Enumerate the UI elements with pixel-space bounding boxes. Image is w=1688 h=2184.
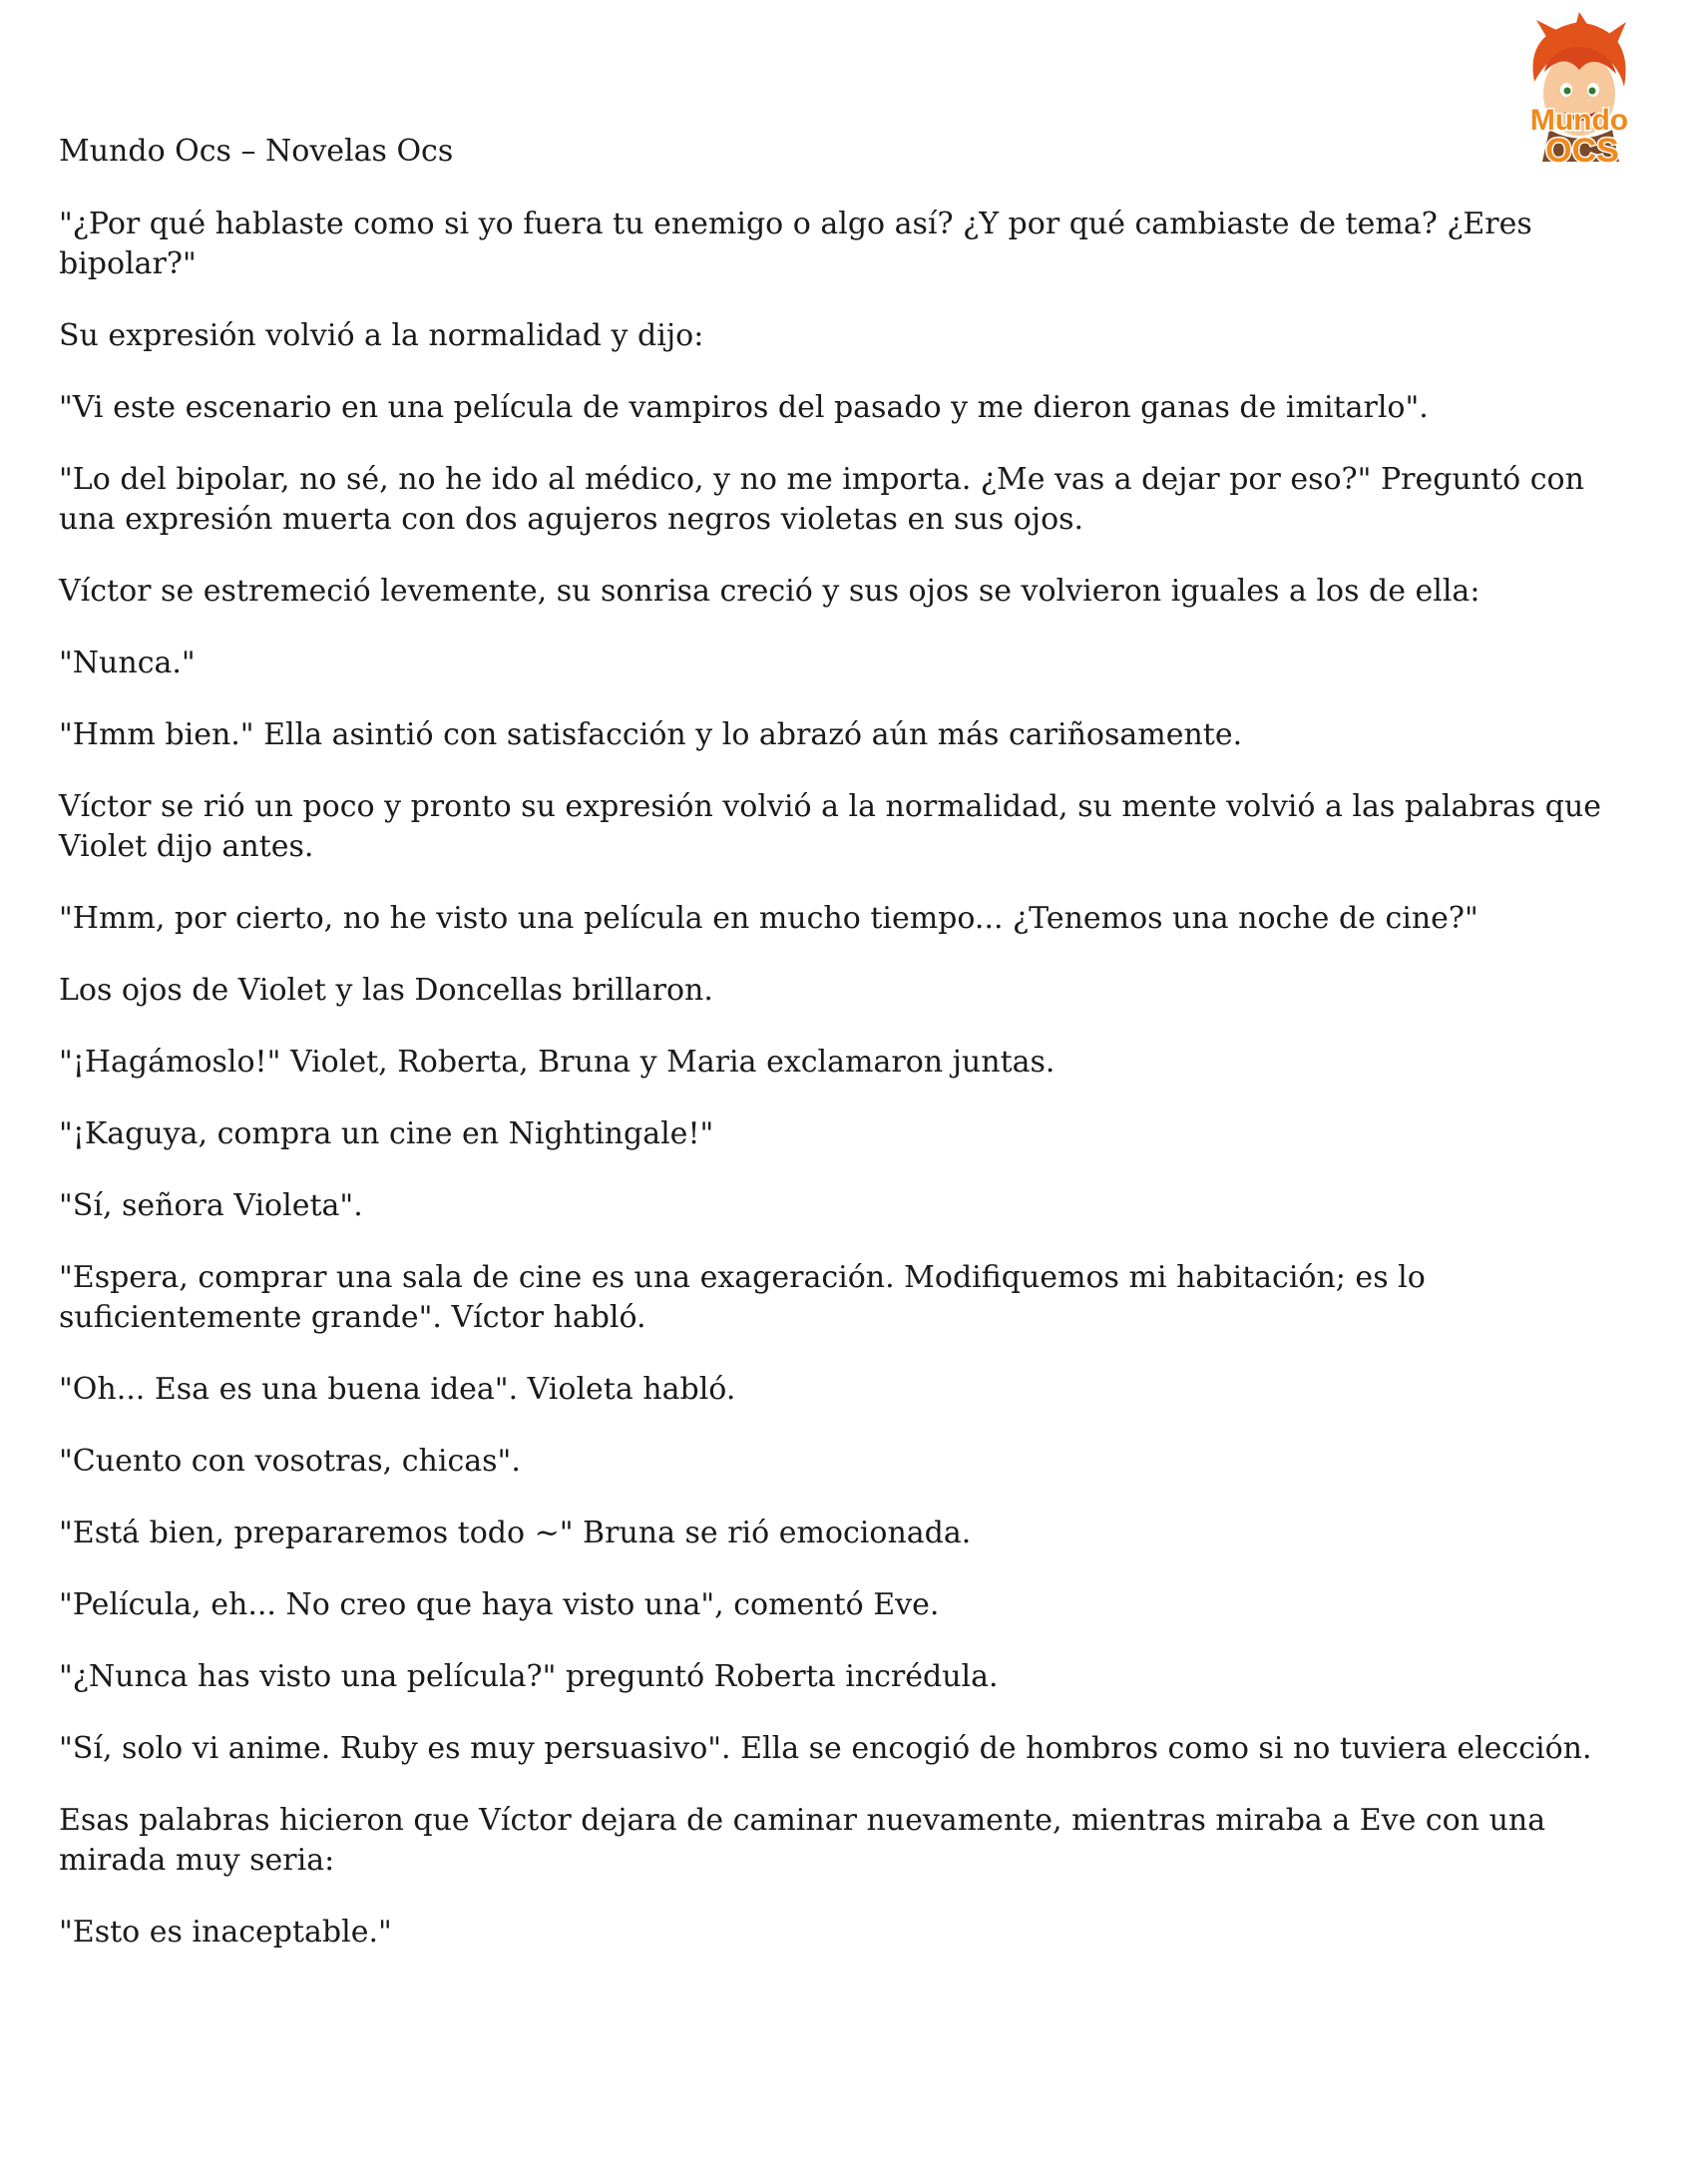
paragraph: "Sí, señora Violeta". xyxy=(59,1188,363,1223)
paragraph: Víctor se rió un poco y pronto su expresión volvió a la normalidad, su mente volvió a las palabras que Violet dijo antes. xyxy=(59,789,1602,864)
paragraph: "Cuento con vosotras, chicas". xyxy=(59,1444,521,1479)
paragraph: "Está bien, prepararemos todo ~" Bruna se rió emocionada. xyxy=(59,1516,972,1550)
paragraph: Víctor se estremeció levemente, su sonrisa creció y sus ojos se volvieron iguales a los de ella: xyxy=(59,574,1480,609)
paragraph: "Espera, comprar una sala de cine es una exageración. Modifiquemos mi habitación; es lo suficientemente grande". Víctor habló. xyxy=(59,1260,1426,1335)
paragraph: "¡Kaguya, compra un cine en Nightingale!" xyxy=(59,1116,714,1151)
mundo-ocs-logo xyxy=(1494,12,1664,182)
paragraph: Su expresión volvió a la normalidad y dijo: xyxy=(59,318,704,353)
paragraph: "Esto es inaceptable." xyxy=(59,1915,392,1950)
paragraph: "Vi este escenario en una película de vampiros del pasado y me dieron ganas de imitarlo". xyxy=(59,390,1429,425)
paragraph: Esas palabras hicieron que Víctor dejara de caminar nuevamente, mientras miraba a Eve con una mirada muy seria: xyxy=(59,1803,1546,1878)
paragraph: "Hmm, por cierto, no he visto una película en mucho tiempo... ¿Tenemos una noche de cine?" xyxy=(59,901,1478,936)
logo-text-top: Mundo xyxy=(1529,104,1629,137)
paragraph: "Nunca." xyxy=(59,646,196,680)
paragraph: "¿Nunca has visto una película?" preguntó Roberta incrédula. xyxy=(59,1659,999,1694)
page-header-title: Mundo Ocs – Novelas Ocs xyxy=(59,134,454,169)
paragraph: "Hmm bien." Ella asintió con satisfacción y lo abrazó aún más cariñosamente. xyxy=(59,717,1243,752)
logo-graphic xyxy=(1494,12,1664,182)
paragraph: "¡Hagámoslo!" Violet, Roberta, Bruna y Maria exclamaron juntas. xyxy=(59,1045,1055,1080)
logo-text-bottom: OCS xyxy=(1545,132,1619,170)
paragraph: Los ojos de Violet y las Doncellas brillaron. xyxy=(59,973,713,1008)
paragraph: "Lo del bipolar, no sé, no he ido al médico, y no me importa. ¿Me vas a dejar por eso?" Preguntó con una expresión muerta con dos agujeros negros violetas en sus ojos. xyxy=(59,462,1584,537)
paragraph: "Película, eh... No creo que haya visto una", comentó Eve. xyxy=(59,1587,940,1622)
paragraph: "¿Por qué hablaste como si yo fuera tu enemigo o algo así? ¿Y por qué cambiaste de tema? ¿Eres bipolar?" xyxy=(59,207,1532,281)
document-body xyxy=(59,205,1645,1984)
paragraph: "Sí, solo vi anime. Ruby es muy persuasivo". Ella se encogió de hombros como si no tuviera elección. xyxy=(59,1731,1592,1766)
paragraph: "Oh... Esa es una buena idea". Violeta habló. xyxy=(59,1372,736,1407)
